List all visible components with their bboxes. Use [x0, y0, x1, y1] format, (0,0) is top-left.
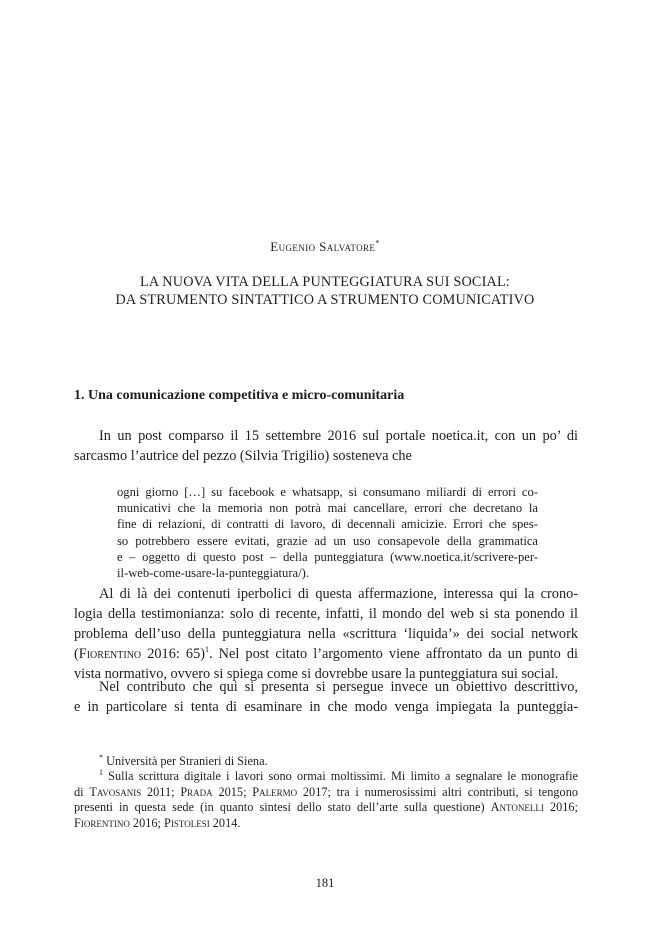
fn2-text-a: di: [74, 784, 90, 799]
title-line-1: LA NUOVA VITA DELLA PUNTEGGIATURA SUI SOCIAL:: [140, 274, 510, 290]
body-paragraph-3: [74, 677, 578, 717]
footnote-1-line: [74, 754, 578, 770]
footnote-affiliation: [74, 754, 578, 770]
footnote-1: [74, 769, 578, 831]
footnote-2-line-3: [74, 800, 578, 816]
section-heading: 1. Una comunicazione competitiva e micro-comunitaria: [74, 388, 405, 403]
para2-line-4: [74, 644, 578, 664]
citation-fiorentino-fn: Fiorentino: [74, 815, 130, 830]
citation-fiorentino: Fiorentino: [78, 646, 142, 662]
para3-line-2: e in particolare si tenta di esaminare in che modo venga impiegata la punteggia-: [74, 699, 578, 715]
quote-line-5: e – oggetto di questo post – della punteggiatura (www.noetica.it/scrivere-per-: [117, 549, 538, 564]
quote-line-2: municativi che la memoria non potrà mai cancellare, errori che decretano la: [117, 501, 538, 516]
para2-open-paren: (: [74, 646, 79, 662]
para3-line-1: Nel contributo che qui si presenta si persegue invece un obiettivo descrittivo,: [99, 679, 578, 695]
citation-pistolesi: Pistolesi: [164, 815, 210, 830]
para2-line-1: Al di là dei contenuti iperbolici di questa affermazione, interessa qui la crono-: [99, 586, 578, 602]
footnote-2-line-1: [74, 769, 578, 785]
para2-line-2: logia della testimonianza: solo di recente, infatti, il mondo del web si sta ponendo il: [74, 606, 578, 622]
quote-line-1: ogni giorno […] su facebook e whatsapp, si consumano miliardi di errori co-: [117, 485, 538, 499]
footnote-number-mark: 1: [99, 767, 103, 777]
fn2-text-c: 2015;: [212, 784, 253, 799]
para2-line-3: problema dell’uso della punteggiatura nella «scrittura ‘liquida’» dei social network: [74, 626, 578, 642]
author-footnote-mark[interactable]: *: [375, 238, 380, 248]
quote-line-4: so potrebbero essere evitati, grazie ad un uso consapevole della grammatica: [117, 533, 538, 548]
fn2-text-b: 2011;: [141, 784, 181, 799]
fn2-text-e: presenti in questa sede (in quanto sintesi dello stato dell’arte sulla questione): [74, 800, 491, 814]
para2-line-4-text: . Nel post citato l’argomento viene affrontato da un punto di: [209, 646, 578, 662]
intro-paragraph: [74, 426, 578, 466]
quote-line-6: il-web-come-usare-la-punteggiatura/).: [117, 566, 309, 581]
footnote-2-text-1: Sulla scrittura digitale i lavori sono ormai moltissimi. Mi limito a segnalare le monografie: [108, 769, 578, 783]
footnote-star-mark: *: [99, 752, 103, 762]
fn2-text-g: 2016;: [129, 815, 165, 830]
citation-palermo: Palermo: [252, 784, 298, 799]
footnote-mark-1[interactable]: 1: [205, 645, 209, 655]
body-paragraph-2: [74, 584, 578, 684]
article-title: [0, 273, 650, 309]
footnote-2-line-2: [74, 785, 578, 801]
page-number: 181: [315, 876, 335, 890]
intro-line-1: In un post comparso il 15 settembre 2016 sul portale noetica.it, con un po’ di: [99, 428, 578, 444]
fn2-text-h: 2014.: [209, 815, 241, 830]
intro-line-2: sarcasmo l’autrice del pezzo (Silvia Trigilio) sosteneva che: [74, 448, 412, 464]
para2-line-5: vista normativo, ovvero si spiega come si dovrebbe usare la punteggiatura sui social.: [74, 666, 559, 682]
citation-tavosanis: Tavosanis: [89, 784, 142, 799]
fn2-text-d: 2017; tra i numerosissimi altri contributi, si tengono: [297, 784, 579, 799]
citation-prada: Prada: [180, 784, 213, 799]
footnote-affiliation-text: Università per Stranieri di Siena.: [106, 754, 268, 768]
author-name: [0, 239, 650, 255]
author-text: Eugenio Salvatore: [270, 239, 376, 254]
citation-antonelli: Antonelli: [490, 800, 544, 814]
fn2-text-f: 2016;: [543, 800, 578, 814]
title-line-2: DA STRUMENTO SINTATTICO A STRUMENTO COMUNICATIVO: [115, 292, 535, 308]
block-quote: [117, 484, 538, 581]
footnote-2-line-4: [74, 816, 578, 832]
citation-year: 2016: 65): [141, 646, 205, 662]
quote-line-3: fine di relazioni, di contratti di lavoro, di decennali amicizie. Errori che spes-: [117, 517, 538, 532]
